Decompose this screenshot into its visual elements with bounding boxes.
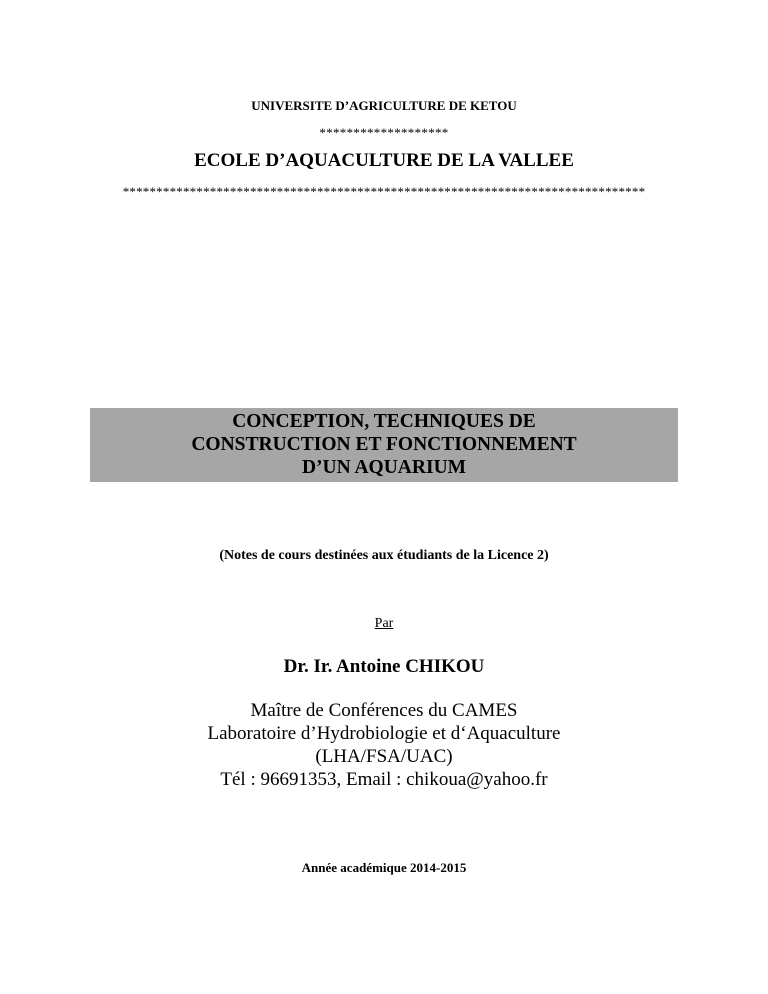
separator-long: ****************************************************************************** [122, 184, 646, 199]
document-subtitle: (Notes de cours destinées aux étudiants de la Licence 2) [219, 548, 549, 563]
author-lab: Laboratoire d’Hydrobiologie et d‘Aquaculture [207, 723, 561, 744]
school-name: ECOLE D’AQUACULTURE DE LA VALLEE [194, 150, 574, 171]
document-title-box [90, 408, 678, 482]
by-label: Par [374, 616, 394, 631]
title-line-1: CONCEPTION, TECHNIQUES DE [232, 411, 536, 432]
author-name: Dr. Ir. Antoine CHIKOU [283, 656, 485, 677]
title-line-2: CONSTRUCTION ET FONCTIONNEMENT [191, 434, 577, 455]
university-name: UNIVERSITE D’AGRICULTURE DE KETOU [251, 98, 517, 113]
academic-year: Année académique 2014-2015 [301, 860, 467, 875]
author-position: Maître de Conférences du CAMES [250, 700, 518, 721]
separator-short: ******************* [319, 125, 449, 140]
author-lab-code: (LHA/FSA/UAC) [315, 746, 453, 767]
author-contact: Tél : 96691353, Email : chikoua@yahoo.fr [220, 769, 548, 790]
title-line-3: D’UN AQUARIUM [301, 457, 467, 478]
